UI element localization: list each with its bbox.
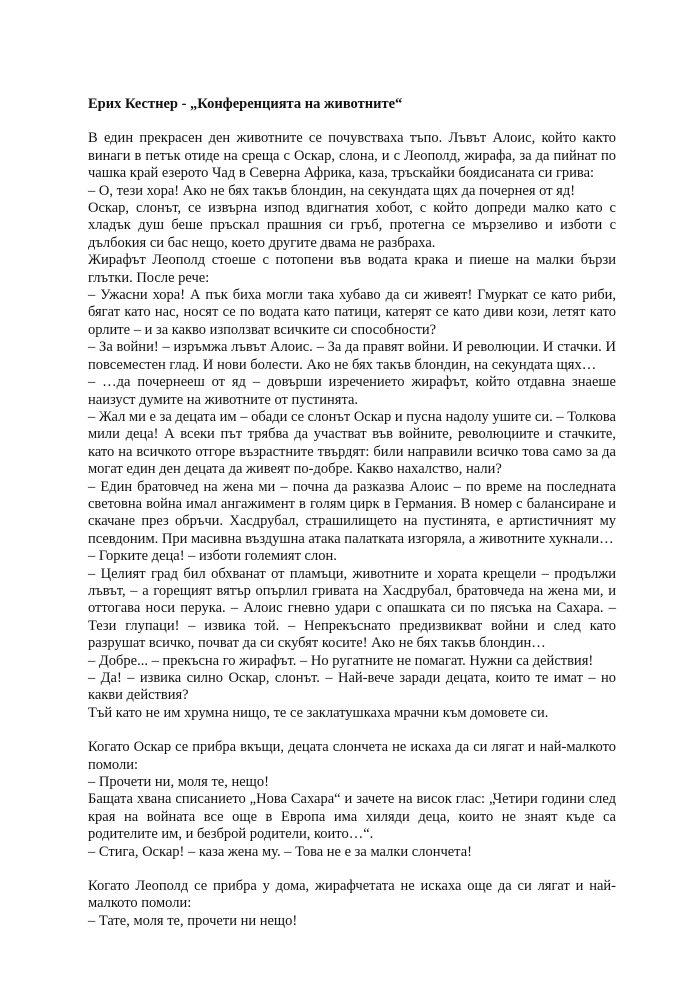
paragraph: Когато Леополд се прибра у дома, жирафчетата не искаха още да си лягат и най-малкото помоли: bbox=[88, 878, 616, 912]
paragraph: – Един братовчед на жена ми – почна да разказва Алоис – по време на последната световна война имал ангажимент в голям цирк в Германия. В номер с балансиране и скачане през обръчи. Хасдрубал, страшилището на пустинята, е артистичният му псевдоним. При масивна въздушна атака палатката изгоряла, а животните хукнали… bbox=[88, 478, 616, 547]
paragraph: – …да почернееш от яд – довърши изречението жирафът, който отдавна знаеше наизуст думите на животните от пустинята. bbox=[88, 374, 616, 408]
paragraph-gap bbox=[88, 861, 616, 878]
paragraph-gap bbox=[88, 722, 616, 739]
document-body bbox=[88, 130, 616, 930]
document-page bbox=[88, 96, 616, 930]
paragraph: – Горките деца! – изботи големият слон. bbox=[88, 548, 337, 565]
paragraph: – О, тези хора! Ако не бях такъв блондин, на секундата щях да почернея от яд! bbox=[88, 182, 576, 199]
paragraph: – Стига, Оскар! – каза жена му. – Това не е за малки слончета! bbox=[88, 843, 472, 860]
paragraph: – Тате, моля те, прочети ни нещо! bbox=[88, 912, 298, 929]
paragraph: – Ужасни хора! А пък биха могли така хубаво да си живеят! Гмуркат се като риби, бягат като нас, носят се по водата като патици, катерят се като диви кози, летят като орлите – и за какво използват всичките си способности? bbox=[88, 287, 616, 338]
paragraph: – За войни! – изръмжа лъвът Алоис. – За да правят войни. И революции. И стачки. И повсеместен глад. И нови болести. Ако не бях такъв блондин, на секундата щях… bbox=[88, 339, 616, 373]
paragraph: – Жал ми е за децата им – обади се слонът Оскар и пусна надолу ушите си. – Толкова мили деца! А всеки път трябва да участват във войните, революциите и стачките, като на всичкото отгоре възрастните твърдят: били направили всичко това само за да могат един ден децата да живеят по-добре. Какво нахалство, нали? bbox=[88, 408, 616, 478]
paragraph: – Добре... – прекъсна го жирафът. – Но ругатните не помагат. Нужни са действия! bbox=[88, 652, 594, 669]
paragraph: Оскар, слонът, се извърна изпод вдигнатия хобот, с който допреди малко като с хладък душ беше пръскал прашния си гръб, протегна се мързеливо и изботи с дълбокия си бас нещо, което другите двама не разбраха. bbox=[88, 200, 616, 251]
paragraph: Жирафът Леополд стоеше с потопени във водата крака и пиеше на малки бързи глътки. После рече: bbox=[88, 252, 616, 286]
paragraph: – Да! – извика силно Оскар, слонът. – Най-вече заради децата, които те имат – но какви действия? bbox=[88, 670, 616, 704]
paragraph: – Целият град бил обхванат от пламъци, животните и хората крещели – продължи лъвът, – а горещият вятър опърлил гривата на Хасдрубал, братовчеда на жена ми, и оттогава носи перука. – Алоис гневно удари с опашката си по пясъка на Сахара. – Тези глупаци! – извика той. – Непрекъснато предизвикват войни и след като разрушат всичко, почват да си скубят косите! Ако не бях такъв блондин… bbox=[88, 565, 616, 652]
paragraph: Тъй като не им хрумна нищо, те се заклатушкаха мрачни към домовете си. bbox=[88, 704, 549, 721]
document-title: Ерих Кестнер - „Конференцията на животните“ bbox=[88, 96, 403, 112]
paragraph: В един прекрасен ден животните се почувстваха тъпо. Лъвът Алоис, който както винаги в петък отиде на среща с Оскар, слона, и с Леополд, жирафа, за да пийнат по чашка край езерото Чад в Северна Африка, каза, тръскайки боядисаната си грива: bbox=[88, 130, 616, 182]
paragraph: – Прочети ни, моля те, нещо! bbox=[88, 774, 269, 791]
paragraph: Бащата хвана списанието „Нова Сахара“ и зачете на висок глас: „Четири години след края на войната все още в Европа има хиляди деца, които не знаят къде са родителите им, и безброй родители, които…“. bbox=[88, 791, 616, 843]
paragraph: Когато Оскар се прибра вкъщи, децата слончета не искаха да си лягат и най-малкото помоли: bbox=[88, 739, 616, 773]
